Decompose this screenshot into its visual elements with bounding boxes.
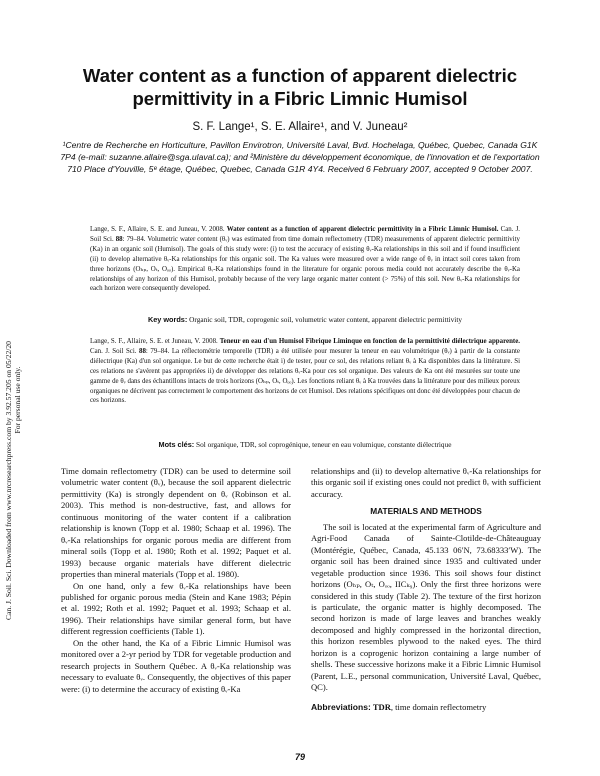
title-line-1: Water content as a function of apparent dielectric xyxy=(82,65,518,86)
abstract-en-citation: Lange, S. F., Allaire, S. E. and Juneau, V. 2008. xyxy=(90,226,227,233)
abstract-english xyxy=(90,225,520,294)
abstract-fr-volume: 88 xyxy=(139,347,146,355)
body-paragraph-3: On the other hand, the Ka of a Fibric Limnic Humisol was monitored over a 2-yr period by TDR for vegetable production and research projects in Southern Québec. A θᵥ-Ka relationship was necessary to evaluate θᵥ. Consequently, the objectives of this paper were: (i) to determine the accuracy of existing θᵥ-Ka xyxy=(61,637,291,694)
abstract-en-journal: Can. J. Soil Sci. xyxy=(90,226,520,243)
keywords-english xyxy=(90,315,520,324)
title-line-2: permittivity in a Fibric Limnic Humisol xyxy=(132,88,468,109)
abbreviations-label: Abbreviations: xyxy=(311,701,371,712)
left-column xyxy=(61,466,291,695)
abstract-fr-body: : 79–84. La réflectométrie temporelle (TDR) a été utilisée pour mesurer la teneur en eau volumétrique (θᵥ) à partir de la constante diélectrique (Ka) d'un sol organique. Le but de cette recherche était i) de tester, pour ce sol, des relations reliant θᵥ à Ka disponibles dans la littérature. Si ces relations ne s'avèrent pas appropriées ii) de développer des relations θᵥ-Ka pour ces sol organique. Des valeurs de Ka ont été mesurées sur toute une gamme de θᵥ dans des échantillons intacts de trois horizons (Oₕₚ, Oₜ, Oₒₒ). Les fonctions reliant θᵥ à Ka trouvées dans la littérature pour des milieux poreux organiques ne décrivent pas correctement le comportement des horizons de cet Humisol. Des relations spécifiques ont donc été développées pour chacun de ces horizons. xyxy=(90,347,520,405)
right-column xyxy=(311,466,541,713)
abbreviations-term: TDR xyxy=(370,701,391,712)
abstract-fr-journal: Can. J. Soil Sci. xyxy=(90,347,140,355)
abstract-en-body: : 79–84. Volumetric water content (θᵥ) was estimated from time domain reflectometry (TDR) measurements of apparent dielectric permittivity (Ka) in an organic soil (Humisol). The goals of this study were: (i) to test the accuracy of existing θᵥ-Ka relationships in this soil and if found insufficient (ii) to develop alternative θᵥ-Ka relationships for this organic soil. The Ka values were measured over a wide range of θᵥ in intact soil cores taken from three horizons (Oₕₚ, Oₜ, Oₒₒ). Empirical θᵥ-Ka relationships found in the literature for organic porous media could not accurately describe the θᵥ-Ka relationships of any horizon of this Humisol, probably because of the very large organic matter content (> 75%) of this soil. New θᵥ-Ka relationships for each horizon were consequently developed. xyxy=(90,235,520,293)
keywords-en-text: Organic soil, TDR, coprogenic soil, volumetric water content, apparent dielectric permittivity xyxy=(187,315,463,324)
page-number: 79 xyxy=(294,752,305,762)
keywords-french xyxy=(90,440,520,449)
keywords-fr-label: Mots clés: xyxy=(158,440,195,449)
abstract-en-volume: 88 xyxy=(115,235,123,243)
watermark-line-2: For personal use only. xyxy=(13,366,22,434)
body-paragraph-2: On one hand, only a few θᵥ-Ka relationships have been published for organic porous media (Stein and Kane 1983; Pépin et al. 1992; Roth et al. 1992; Paquet et al. 1993; Schaap et al. 1996). Their relationships have similar general form, but have different regression coefficients (Table 1). xyxy=(61,580,291,637)
body-paragraph-4: relationships and (ii) to develop alternative θᵥ-Ka relationships for this organic soil if existing ones could not predict θᵥ with sufficient accuracy. xyxy=(311,466,541,499)
abbreviations-text: , time domain reflectometry xyxy=(390,701,487,712)
section-heading-materials: MATERIALS AND METHODS xyxy=(370,506,482,517)
abbreviations xyxy=(311,702,541,713)
abstract-en-title: Water content as a function of apparent dielectric permittivity in a Fibric Limnic Humisol. xyxy=(226,226,499,233)
keywords-fr-text: Sol organique, TDR, sol coprogénique, teneur en eau volumique, constante diélectrique xyxy=(194,440,452,449)
download-watermark xyxy=(4,180,22,620)
abstract-fr-citation: Lange, S. F., Allaire, S. E. et Juneau, V. 2008. xyxy=(90,338,220,345)
keywords-en-label: Key words: xyxy=(147,315,188,324)
body-paragraph-5: The soil is located at the experimental farm of Agriculture and Agri-Food Canada of Sainte-Clotilde-de-Châteauguay (Montérégie, Québec, Canada, 45.133 06′N, 73.68333′W). The organic soil has been drained since 1935 and cultivated under vegetable production since 1936. This soil shows four distinct horizons (Oₕₚ, Oₜ, Oₒₒ, IICₖ₉). Only the first three horizons were considered in this study (Table 2). The texture of the first horizon is particulate, the organic matter is highly decomposed. The second horizon is made of large leaves and branches weakly decomposed and highly compressed in the horizontal direction, this horizon resembles plywood to the naked eyes. The third horizon is a coprogenic horizon containing a large number of shells. These successive horizons make it a Fibric Limnic Humisol (Parent, L.E., personal communication, Université Laval, Québec, QC). xyxy=(311,521,541,693)
watermark-line-1: Can. J. Soil. Sci. Downloaded from www.nrcresearchpress.com by 3.92.57.205 on 05/22/20 xyxy=(4,341,13,620)
affiliation: ¹Centre de Recherche en Horticulture, Pavillon Envirotron, Université Laval, Bvd. Hochelaga, Québec, Quebec, Canada G1K 7P4 (e-mail: suzanne.allaire@sga.ulaval.ca); and ²Ministère du développement économique, de l'innovation et de l'exportation 710 Place d'Youville, 5ᵉ étage, Québec, Quebec, Canada G1R 4Y4. Received 6 February 2007, accepted 9 October 2007. xyxy=(60,140,540,174)
body-paragraph-1: Time domain reflectometry (TDR) can be used to determine soil volumetric water content (θᵥ), because the soil apparent dielectric permittivity (Ka) is strongly dependent on θᵥ (Robinson et al. 2003). This method is non-destructive, fast, and allows for continuous monitoring of the water content if a calibration relationship is known (Topp et al. 1980; Schaap et al. 1996). The θᵥ-Ka relationships for organic porous media are different from mineral soils (Topp et al. 1980; Roth et al. 1992; Paquet et al. 1993) because organic materials have different dielectric properties than mineral materials (Topp et al. 1980). xyxy=(61,466,291,580)
article-title xyxy=(60,64,540,110)
abstract-fr-title: Teneur en eau d'un Humisol Fibrique Liminque en fonction de la permittivité diélectrique apparente. xyxy=(219,338,520,345)
authors: S. F. Lange¹, S. E. Allaire¹, and V. Juneau² xyxy=(192,121,408,133)
abstract-french xyxy=(90,337,520,406)
